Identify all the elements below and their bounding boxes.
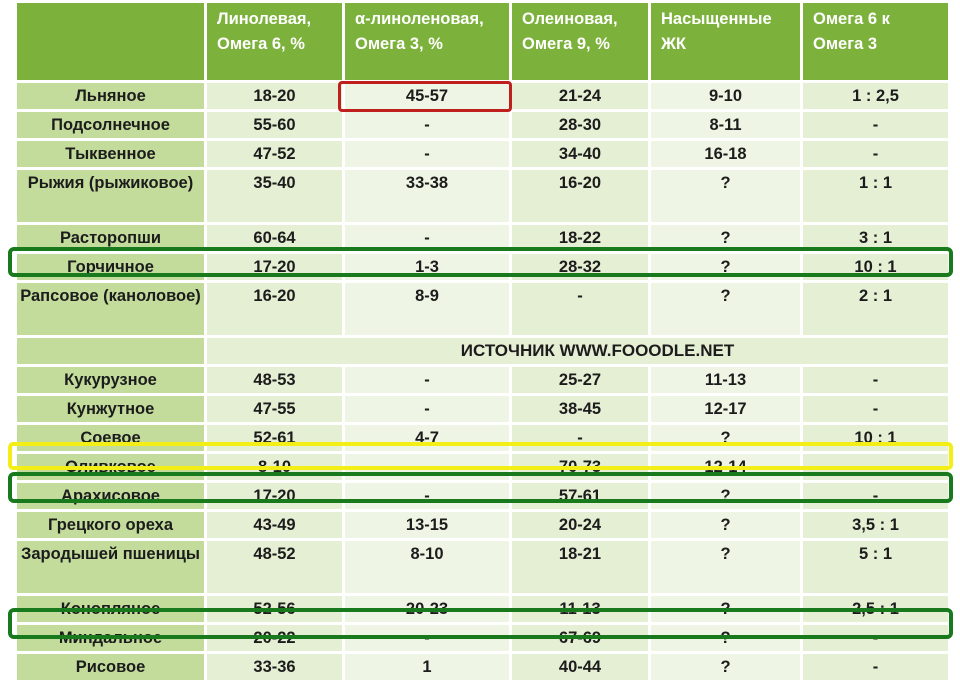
oleic-cell: 28-30 [512,112,648,138]
table-row [17,541,948,593]
oil-name-cell: Арахисовое [17,483,204,509]
saturated-cell: ? [651,254,800,280]
linoleic-cell: 43-49 [207,512,342,538]
linoleic-cell: 55-60 [207,112,342,138]
oleic-cell: 70-73 [512,454,648,480]
table-row [17,283,948,335]
ratio-cell: 3 : 1 [803,225,948,251]
saturated-cell: ? [651,512,800,538]
alpha-linolenic-cell: - [345,225,509,251]
saturated-cell: 9-10 [651,83,800,109]
saturated-cell: 8-11 [651,112,800,138]
oil-name-cell: Горчичное [17,254,204,280]
oleic-cell: 40-44 [512,654,648,680]
oil-name-cell: Соевое [17,425,204,451]
source-note: ИСТОЧНИК WWW.FOOODLE.NET [207,338,948,364]
table-row [17,112,948,138]
table-row [17,225,948,251]
ratio-cell: - [803,454,948,480]
linoleic-cell: 33-36 [207,654,342,680]
table-row [17,483,948,509]
alpha-linolenic-cell: 8-10 [345,541,509,593]
saturated-cell: ? [651,283,800,335]
table-row [17,396,948,422]
saturated-cell: ? [651,625,800,651]
oil-name-cell: Кукурузное [17,367,204,393]
ratio-cell: 5 : 1 [803,541,948,593]
saturated-cell: ? [651,225,800,251]
saturated-cell: ? [651,483,800,509]
alpha-linolenic-cell: 13-15 [345,512,509,538]
ratio-cell: - [803,112,948,138]
linoleic-cell: 35-40 [207,170,342,222]
saturated-cell: ? [651,425,800,451]
ratio-cell: - [803,654,948,680]
oleic-cell: 57-61 [512,483,648,509]
linoleic-cell: 47-52 [207,141,342,167]
source-row [17,338,948,364]
linoleic-cell: 48-53 [207,367,342,393]
source-row-name-cell [17,338,204,364]
saturated-cell: 16-18 [651,141,800,167]
table-row [17,170,948,222]
header-saturated: Насыщенные ЖК [651,3,800,80]
alpha-linolenic-cell: - [345,112,509,138]
ratio-cell: - [803,625,948,651]
oleic-cell: 20-24 [512,512,648,538]
alpha-linolenic-cell: - [345,625,509,651]
saturated-cell: 11-13 [651,367,800,393]
linoleic-cell: 17-20 [207,254,342,280]
table-row [17,141,948,167]
ratio-cell: 3,5 : 1 [803,512,948,538]
alpha-linolenic-cell: - [345,367,509,393]
alpha-linolenic-cell: - [345,396,509,422]
linoleic-cell: 17-20 [207,483,342,509]
table-row [17,425,948,451]
alpha-linolenic-cell: 4-7 [345,425,509,451]
ratio-cell: - [803,141,948,167]
ratio-cell: 2 : 1 [803,283,948,335]
oil-name-cell: Расторопши [17,225,204,251]
oil-name-cell: Кунжутное [17,396,204,422]
linoleic-cell: 16-20 [207,283,342,335]
oil-name-cell: Зародышей пшеницы [17,541,204,593]
oleic-cell: - [512,425,648,451]
alpha-linolenic-cell: - [345,141,509,167]
oil-name-cell: Рыжия (рыжиковое) [17,170,204,222]
header-oleic: Олеиновая, Омега 9, % [512,3,648,80]
oleic-cell: 16-20 [512,170,648,222]
table-row [17,254,948,280]
oil-name-cell: Тыквенное [17,141,204,167]
alpha-linolenic-cell: 8-9 [345,283,509,335]
oil-name-cell: Рапсовое (каноловое) [17,283,204,335]
ratio-cell: - [803,483,948,509]
linoleic-cell: 60-64 [207,225,342,251]
linoleic-cell: 20-22 [207,625,342,651]
header-omega-ratio: Омега 6 к Омега 3 [803,3,948,80]
oleic-cell: - [512,283,648,335]
oleic-cell: 28-32 [512,254,648,280]
alpha-linolenic-cell: 33-38 [345,170,509,222]
table-row [17,596,948,622]
table-row [17,83,948,109]
linoleic-cell: 18-20 [207,83,342,109]
alpha-linolenic-cell: - [345,483,509,509]
oleic-cell: 67-69 [512,625,648,651]
oleic-cell: 25-27 [512,367,648,393]
saturated-cell: 12-14 [651,454,800,480]
oleic-cell: 18-21 [512,541,648,593]
oil-name-cell: Миндальное [17,625,204,651]
oil-fatty-acid-table [14,0,951,683]
linoleic-cell: 47-55 [207,396,342,422]
oil-name-cell: Подсолнечное [17,112,204,138]
ratio-cell: 2,5 : 1 [803,596,948,622]
alpha-linolenic-cell: 20-23 [345,596,509,622]
oleic-cell: 38-45 [512,396,648,422]
alpha-linolenic-cell: 1-3 [345,254,509,280]
ratio-cell: 1 : 1 [803,170,948,222]
table-row [17,367,948,393]
oil-name-cell: Конопляное [17,596,204,622]
oleic-cell: 21-24 [512,83,648,109]
saturated-cell: ? [651,541,800,593]
saturated-cell: 12-17 [651,396,800,422]
linoleic-cell: 48-52 [207,541,342,593]
alpha-linolenic-cell: - [345,454,509,480]
linoleic-cell: 8-10 [207,454,342,480]
alpha-linolenic-cell: 45-57 [345,83,509,109]
oleic-cell: 34-40 [512,141,648,167]
table-row [17,454,948,480]
header-row [17,3,948,80]
oleic-cell: 11-13 [512,596,648,622]
table-row [17,654,948,680]
saturated-cell: ? [651,170,800,222]
ratio-cell: 10 : 1 [803,254,948,280]
ratio-cell: 1 : 2,5 [803,83,948,109]
linoleic-cell: 52-56 [207,596,342,622]
oil-name-cell: Рисовое [17,654,204,680]
saturated-cell: ? [651,596,800,622]
ratio-cell: - [803,396,948,422]
table-row [17,625,948,651]
linoleic-cell: 52-61 [207,425,342,451]
oil-name-cell: Оливковое [17,454,204,480]
alpha-linolenic-cell: 1 [345,654,509,680]
table-row [17,512,948,538]
oil-name-cell: Грецкого ореха [17,512,204,538]
saturated-cell: ? [651,654,800,680]
oil-name-cell: Льняное [17,83,204,109]
header-linoleic: Линолевая, Омега 6, % [207,3,342,80]
header-alpha-linolenic: α-линоленовая, Омега 3, % [345,3,509,80]
header-corner-cell [17,3,204,80]
ratio-cell: 10 : 1 [803,425,948,451]
oleic-cell: 18-22 [512,225,648,251]
ratio-cell: - [803,367,948,393]
